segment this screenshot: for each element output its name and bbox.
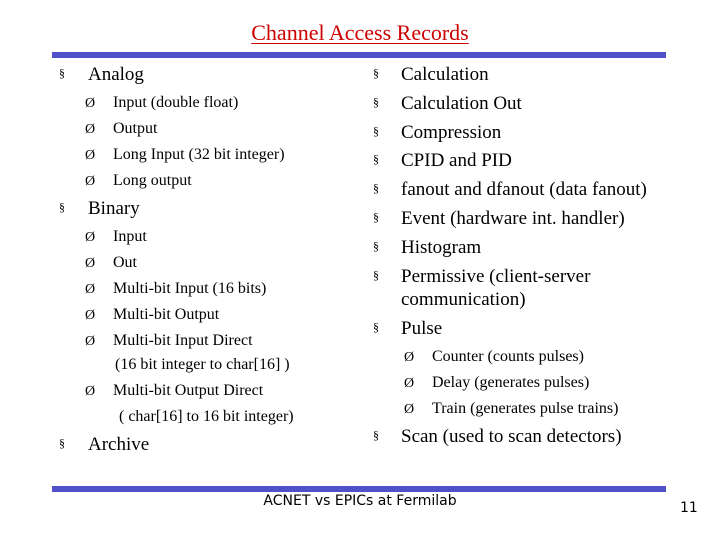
top-divider	[52, 52, 666, 58]
bullet-icon: §	[373, 239, 379, 253]
record-item: § CPID and PID	[373, 150, 512, 171]
binary-item: Ø Multi-bit Input Direct	[85, 332, 253, 349]
record-item: § Event (hardware int. handler)	[373, 208, 625, 229]
bullet-icon: §	[373, 268, 379, 282]
arrow-icon: Ø	[85, 334, 96, 349]
slide-title: Channel Access Records	[251, 20, 469, 45]
arrow-icon: Ø	[404, 402, 415, 417]
bullet-icon: §	[59, 436, 65, 450]
pulse-item: Ø Delay (generates pulses)	[404, 374, 590, 391]
page-number: 11	[680, 500, 698, 516]
record-item-scan: § Scan (used to scan detectors)	[373, 426, 622, 447]
bullet-archive: § Archive	[59, 434, 150, 455]
bullet-icon: §	[373, 428, 379, 442]
bullet-icon: §	[373, 66, 379, 80]
arrow-icon: Ø	[85, 384, 96, 399]
binary-item: Ø Input	[85, 228, 147, 245]
record-item: § Calculation Out	[373, 93, 522, 114]
arrow-icon: Ø	[404, 376, 415, 391]
analog-item: Ø Input (double float)	[85, 94, 239, 111]
binary-item: Ø Out	[85, 254, 137, 271]
arrow-icon: Ø	[85, 148, 96, 163]
bullet-binary: § Binary	[59, 198, 140, 219]
pulse-item: Ø Train (generates pulse trains)	[404, 400, 619, 417]
record-item: § Histogram	[373, 237, 482, 258]
binary-item: Ø Multi-bit Input (16 bits)	[85, 280, 267, 297]
bullet-analog: § Analog	[59, 64, 144, 85]
bullet-icon: §	[59, 66, 65, 80]
bottom-divider	[52, 486, 666, 492]
record-item: § Compression	[373, 122, 502, 143]
record-item: § Calculation	[373, 64, 489, 85]
binary-item-note: ( char[16] to 16 bit integer)	[119, 408, 294, 425]
arrow-icon: Ø	[85, 282, 96, 297]
footer-text: ACNET vs EPICs at Fermilab	[263, 493, 457, 509]
arrow-icon: Ø	[404, 350, 415, 365]
analog-item: Ø Long output	[85, 172, 192, 189]
record-item: § Permissive (client-server	[373, 266, 591, 287]
analog-item: Ø Output	[85, 120, 158, 137]
binary-item-note: (16 bit integer to char[16] )	[115, 356, 290, 373]
pulse-item: Ø Counter (counts pulses)	[404, 348, 584, 365]
binary-item: Ø Multi-bit Output Direct	[85, 382, 264, 399]
bullet-icon: §	[373, 210, 379, 224]
bullet-icon: §	[373, 181, 379, 195]
arrow-icon: Ø	[85, 96, 96, 111]
arrow-icon: Ø	[85, 308, 96, 323]
bullet-icon: §	[373, 124, 379, 138]
record-item-pulse: § Pulse	[373, 318, 443, 339]
bullet-icon: §	[373, 152, 379, 166]
record-item-cont: communication)	[401, 289, 526, 310]
arrow-icon: Ø	[85, 230, 96, 245]
arrow-icon: Ø	[85, 174, 96, 189]
binary-item: Ø Multi-bit Output	[85, 306, 220, 323]
record-item: § fanout and dfanout (data fanout)	[373, 179, 647, 200]
analog-item: Ø Long Input (32 bit integer)	[85, 146, 285, 163]
arrow-icon: Ø	[85, 256, 96, 271]
bullet-icon: §	[373, 320, 379, 334]
bullet-icon: §	[373, 95, 379, 109]
bullet-icon: §	[59, 200, 65, 214]
arrow-icon: Ø	[85, 122, 96, 137]
